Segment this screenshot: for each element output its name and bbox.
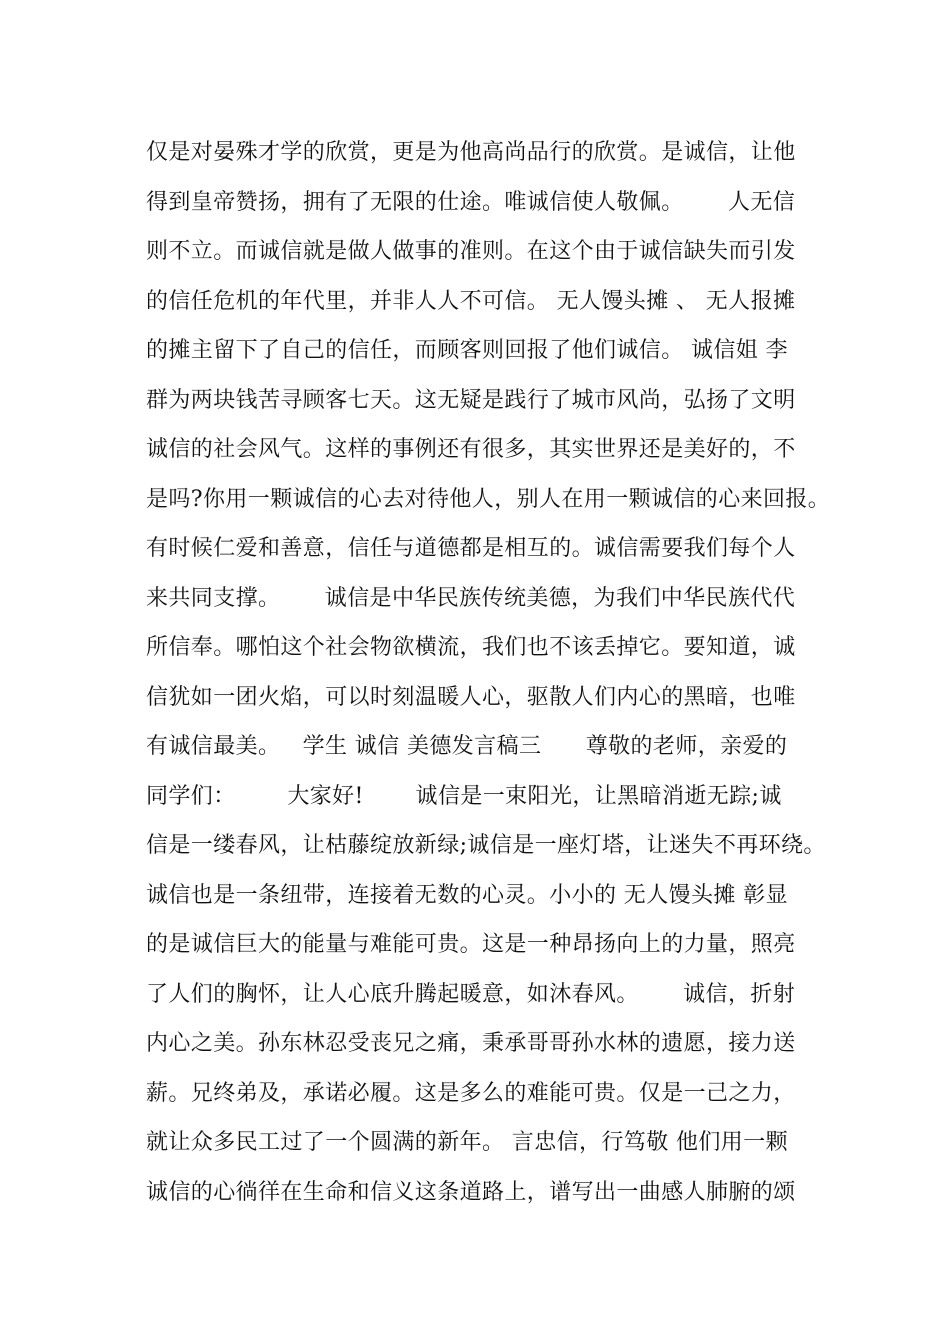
text-line: 仅是对晏殊才学的欣赏，更是为他高尚品行的欣赏。是诚信，让他 xyxy=(146,140,796,165)
text-line: 则不立。而诚信就是做人做事的准则。在这个由于诚信缺失而引发 xyxy=(146,239,796,264)
text-line: 诚信的心徜徉在生命和信义这条道路上，谱写出一曲感人肺腑的颂 xyxy=(146,1179,796,1205)
text-line: 了人们的胸怀，让人心底升腾起暖意，如沐春风。 诚信，折射 xyxy=(146,981,796,1007)
text-line: 是吗?你用一颗诚信的心去对待他人，别人在用一颗诚信的心来回报。 xyxy=(146,486,831,512)
text-line: 有诚信最美。 学生 诚信 美德发言稿三 尊敬的老师，亲爱的 xyxy=(146,734,788,759)
text-line: 诚信的社会风气。这样的事例还有很多，其实世界还是美好的，不 xyxy=(146,437,796,462)
text-line: 薪。兄终弟及，承诺必履。这是多么的难能可贵。仅是一己之力， xyxy=(146,1080,796,1106)
text-line: 同学们： 大家好! 诚信是一束阳光，让黑暗消逝无踪;诚 xyxy=(146,783,782,809)
text-line: 的摊主留下了自己的信任，而顾客则回报了他们诚信。 诚信姐 李 xyxy=(146,338,788,363)
text-line: 内心之美。孙东林忍受丧兄之痛，秉承哥哥孙水林的遗愿，接力送 xyxy=(146,1031,796,1056)
text-line: 的信任危机的年代里，并非人人不可信。 无人馒头摊 、 无人报摊 xyxy=(146,288,796,314)
text-line: 群为两块钱苦寻顾客七天。这无疑是践行了城市风尚，弘扬了文明 xyxy=(146,387,796,413)
text-line: 有时候仁爱和善意，信任与道德都是相互的。诚信需要我们每个人 xyxy=(146,536,796,561)
text-line: 诚信也是一条纽带，连接着无数的心灵。小小的 无人馒头摊 彰显 xyxy=(146,882,788,908)
text-line: 得到皇帝赞扬，拥有了无限的仕途。唯诚信使人敬佩。 人无信 xyxy=(146,189,796,215)
text-line: 信是一缕春风，让枯藤绽放新绿;诚信是一座灯塔，让迷失不再环绕。 xyxy=(146,833,826,858)
text-line: 所信奉。哪怕这个社会物欲横流，我们也不该丢掉它。要知道，诚 xyxy=(146,635,796,660)
text-line: 的是诚信巨大的能量与难能可贵。这是一种昂扬向上的力量，照亮 xyxy=(146,932,796,957)
text-line: 就让众多民工过了一个圆满的新年。 言忠信，行笃敬 他们用一颗 xyxy=(146,1130,788,1155)
body-text xyxy=(146,133,831,1222)
text-line: 信犹如一团火焰，可以时刻温暖人心，驱散人们内心的黑暗，也唯 xyxy=(146,684,796,710)
text-line: 来共同支撑。 诚信是中华民族传统美德，为我们中华民族代代 xyxy=(146,585,796,611)
